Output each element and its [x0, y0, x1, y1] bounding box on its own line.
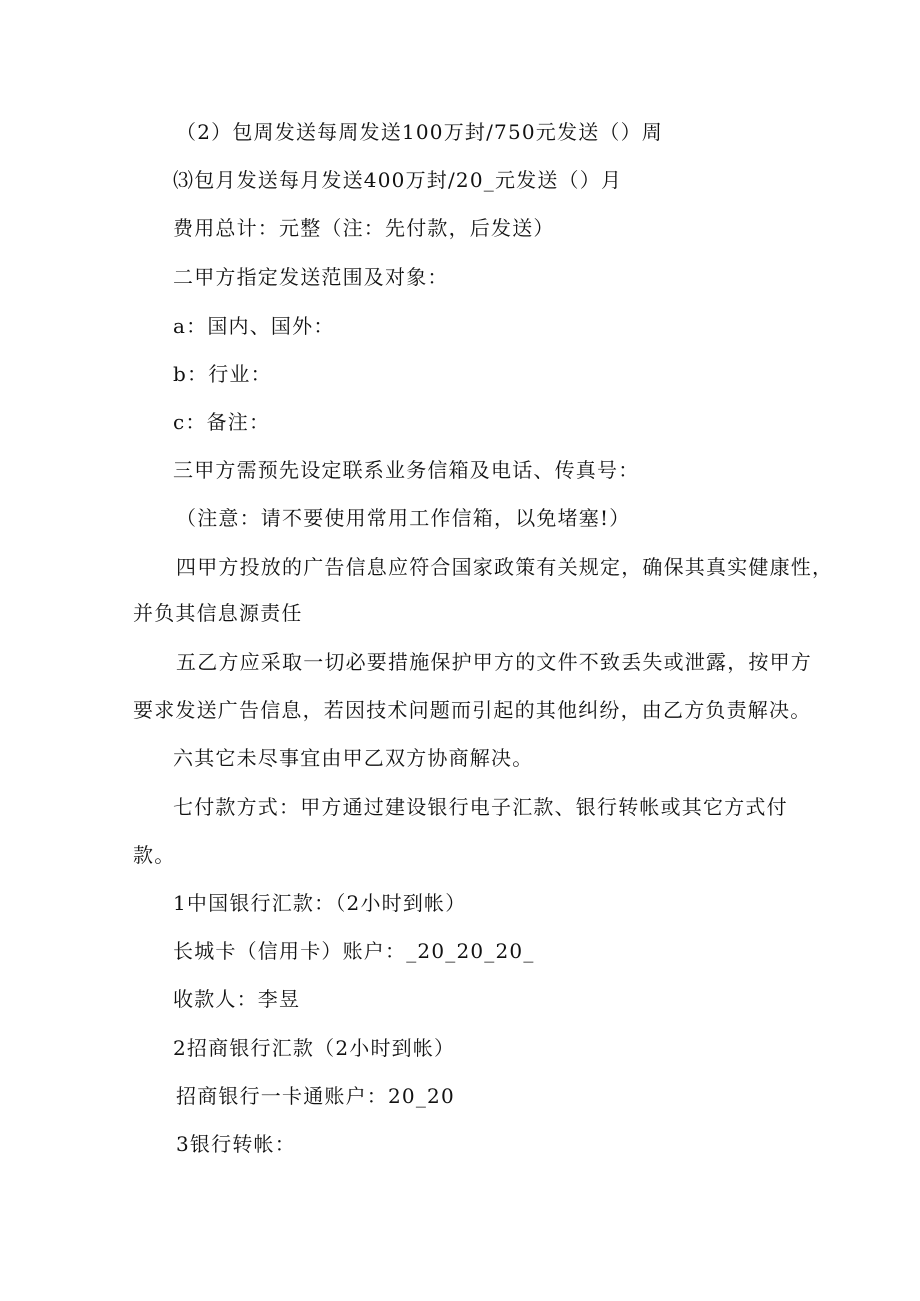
- text-line: b：行业：: [173, 362, 272, 386]
- text-line: 三甲方需预先设定联系业务信箱及电话、传真号：: [173, 458, 640, 482]
- text-line: a：国内、国外：: [173, 314, 335, 338]
- text-line: 3银行转帐：: [176, 1132, 296, 1156]
- text-line: 要求发送广告信息，若因技术问题而引起的其他纠纷，由乙方负责解决。: [133, 698, 812, 722]
- text-line: 并负其信息源责任: [133, 601, 303, 625]
- text-line: 四甲方投放的广告信息应符合国家政策有关规定，确保其真实健康性，: [176, 555, 834, 579]
- text-line: 六其它未尽事宜由甲乙双方协商解决。: [173, 746, 534, 770]
- text-line: 二甲方指定发送范围及对象：: [173, 265, 449, 289]
- text-line: 五乙方应采取一切必要措施保护甲方的文件不致丢失或泄露，按甲方: [176, 650, 812, 674]
- text-line: 2招商银行汇款（2小时到帐）: [173, 1036, 456, 1060]
- text-line: 七付款方式：甲方通过建设银行电子汇款、银行转帐或其它方式付: [173, 795, 788, 819]
- text-line: c：备注：: [173, 410, 271, 434]
- text-line: 收款人：李昱: [173, 987, 301, 1011]
- text-line: 招商银行一卡通账户：20_20: [176, 1084, 455, 1108]
- text-line: （2）包周发送每周发送100万封/750元发送（）周: [176, 120, 664, 144]
- text-line: ⑶包月发送每月发送400万封/20_元发送（）月: [173, 168, 623, 192]
- text-line: 费用总计：元整（注：先付款，后发送）: [173, 216, 555, 240]
- text-line: （注意：请不要使用常用工作信箱，以免堵塞!）: [176, 506, 631, 530]
- text-line: 1中国银行汇款：（2小时到帐）: [173, 891, 467, 915]
- text-line: 长城卡（信用卡）账户：_20_20_20_: [173, 939, 535, 963]
- text-line: 款。: [133, 843, 176, 867]
